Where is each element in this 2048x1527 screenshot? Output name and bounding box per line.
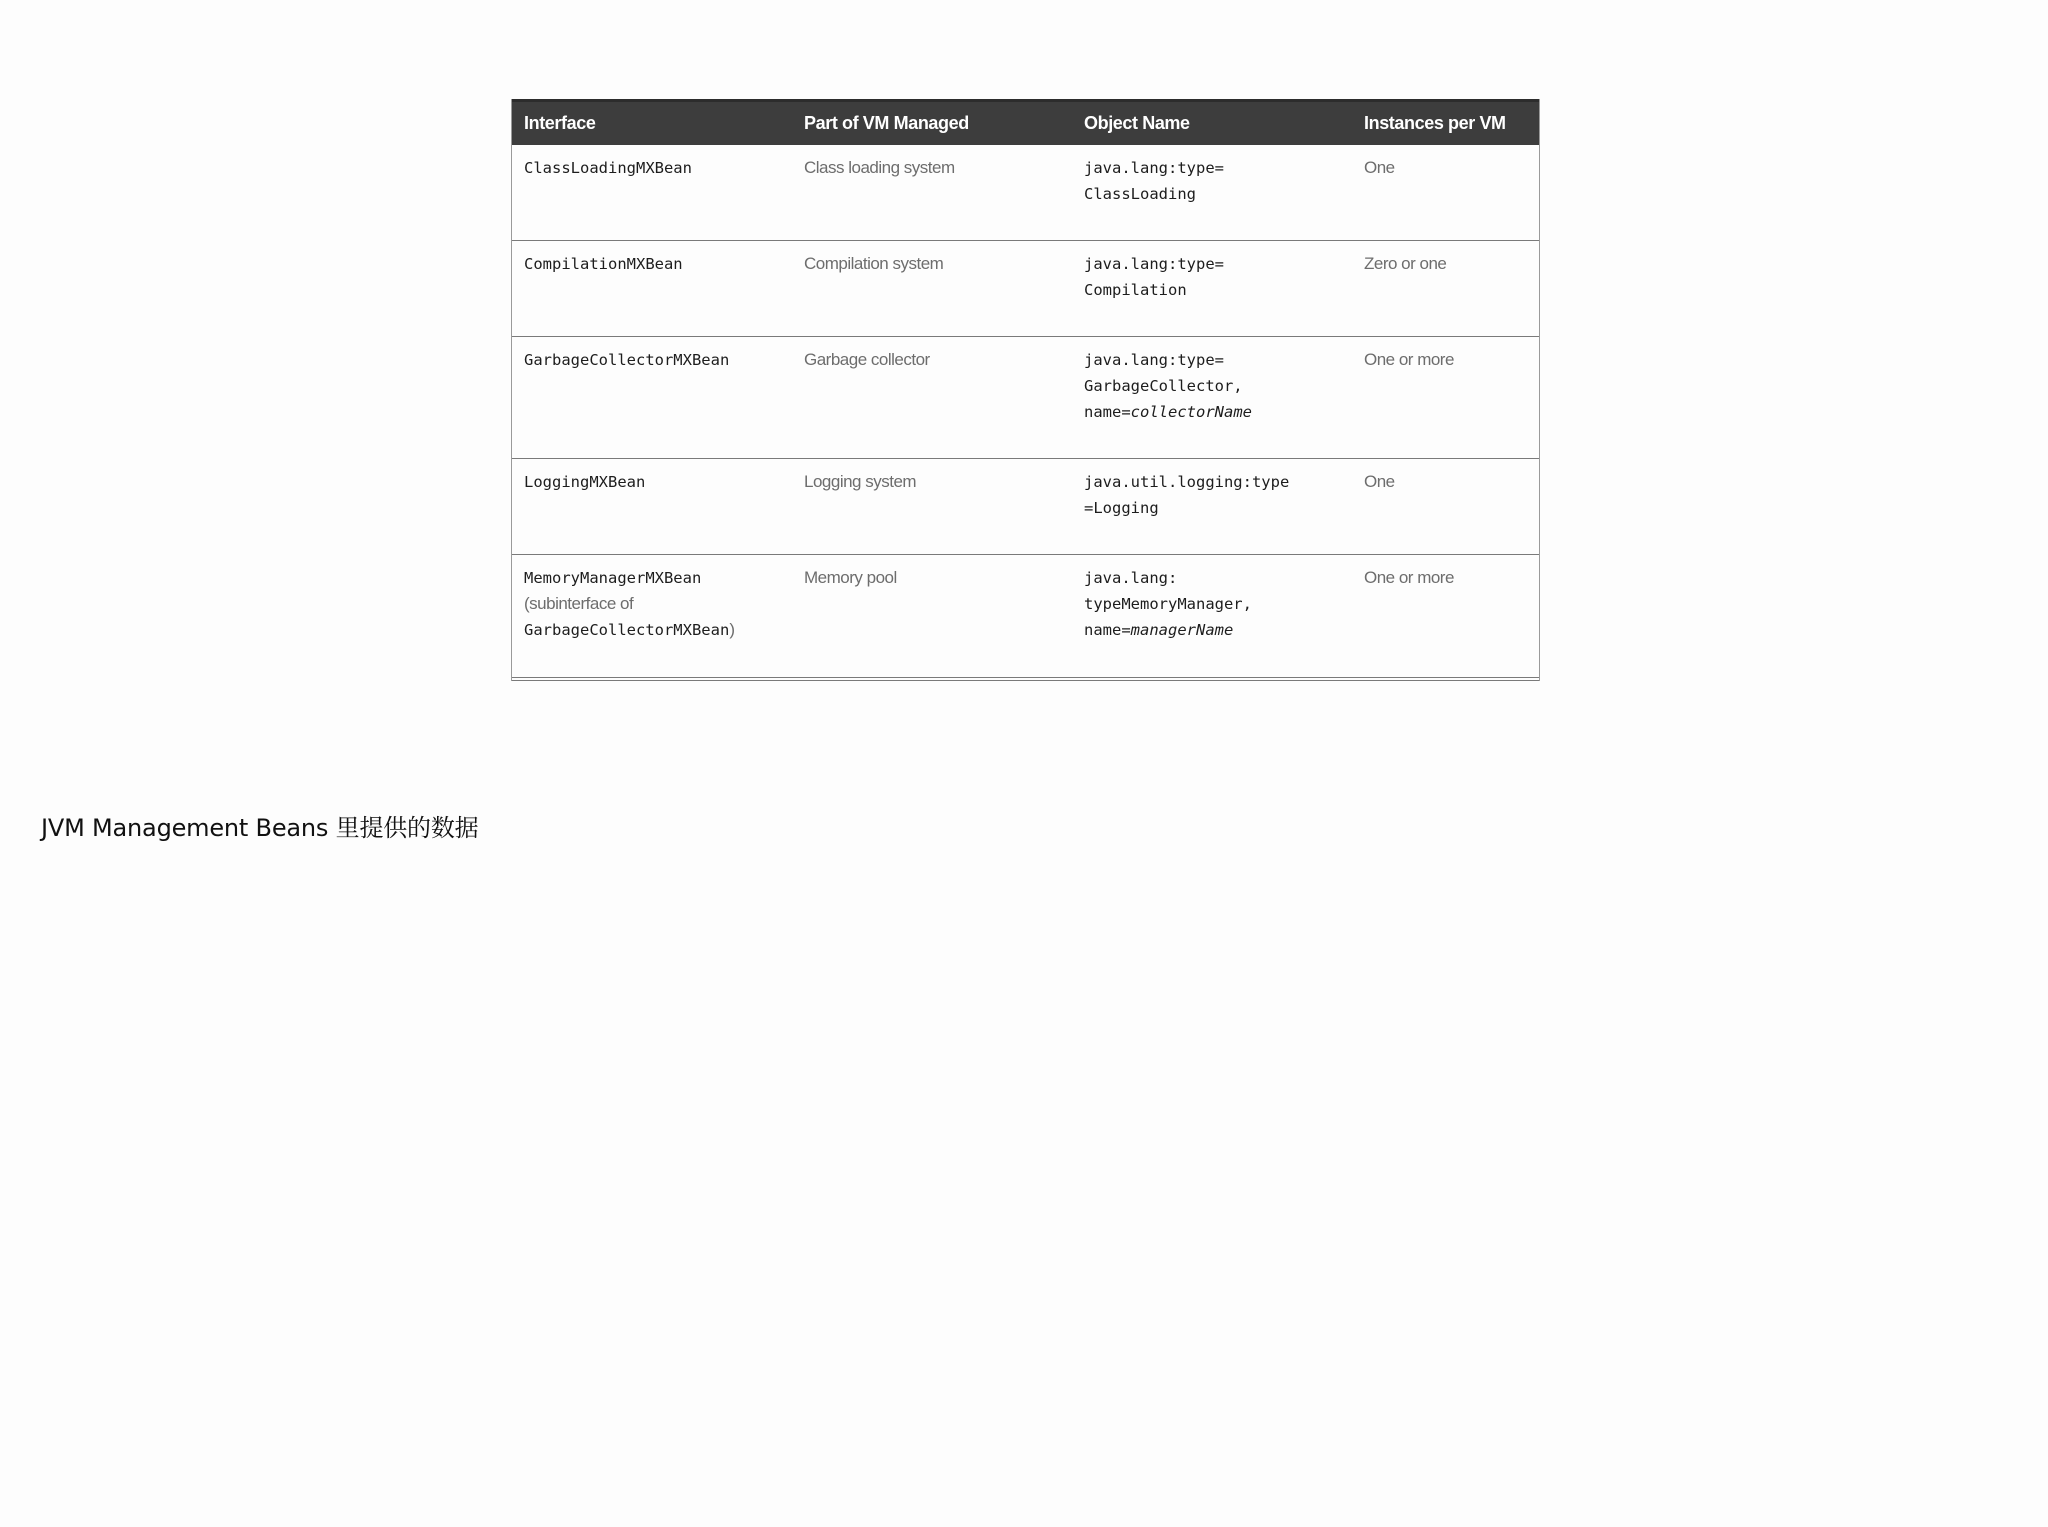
cell-instances [1352,241,1539,337]
object-name-line: java.lang:type= [1084,351,1224,369]
object-name-line: =Logging [1084,499,1159,517]
object-name-line: Compilation [1084,281,1187,299]
interface-note-code: GarbageCollectorMXBean [524,621,730,639]
part-managed: Class loading system [804,157,955,177]
interface-note-close: ) [729,620,735,639]
cell-instances [1352,459,1539,555]
cell-part [792,555,1072,679]
cell-part [792,241,1072,337]
cell-object-name [1072,459,1352,555]
cell-part [792,459,1072,555]
table-row [512,145,1539,241]
cell-interface [512,459,792,555]
cell-instances [1352,145,1539,241]
part-managed: Memory pool [804,568,897,587]
cell-object-name [1072,337,1352,459]
table-body [512,145,1539,679]
object-name-line: GarbageCollector, [1084,377,1243,395]
instances-value: One [1364,157,1395,177]
instances-value: Zero or one [1364,254,1447,273]
cell-instances [1352,337,1539,459]
figure-caption: JVM Management Beans 里提供的数据 [41,814,479,842]
header-instances-per-vm: Instances per VM [1352,101,1539,145]
table-header [512,101,1539,145]
object-name-placeholder: managerName [1130,621,1234,639]
object-name-prefix: name= [1084,403,1131,421]
instances-value: One [1364,472,1395,491]
cell-interface [512,241,792,337]
table-row [512,555,1539,679]
interface-name: ClassLoadingMXBean [524,158,692,177]
part-managed: Compilation system [804,254,944,273]
cell-part [792,337,1072,459]
interface-note: (subinterface of [524,594,634,613]
object-name-placeholder: collectorName [1130,403,1252,421]
object-name-line: java.lang:type= [1084,255,1224,273]
object-name-prefix: name= [1084,621,1131,639]
cell-interface [512,555,792,679]
cell-instances [1352,555,1539,679]
cell-object-name [1072,241,1352,337]
table-row [512,459,1539,555]
interface-name: MemoryManagerMXBean [524,569,702,587]
header-object-name: Object Name [1072,101,1352,145]
object-name-line: java.lang:type= [1084,158,1224,177]
object-name-line: ClassLoading [1084,184,1196,203]
object-name-line: typeMemoryManager, [1084,595,1252,613]
cell-interface [512,337,792,459]
instances-value: One or more [1364,568,1454,587]
interface-note-line [524,617,784,643]
part-managed: Logging system [804,472,917,491]
interface-name: CompilationMXBean [524,255,683,273]
header-part-of-vm-managed: Part of VM Managed [792,101,1072,145]
interface-name: LoggingMXBean [524,473,646,491]
cell-object-name [1072,555,1352,679]
cell-object-name [1072,145,1352,241]
object-name-line: java.lang: [1084,569,1178,587]
part-managed: Garbage collector [804,350,930,369]
object-name-line [1084,399,1344,425]
mxbean-table [512,99,1539,681]
cell-interface [512,145,792,241]
header-row [512,101,1539,145]
mxbean-table-figure [511,99,1540,681]
instances-value: One or more [1364,350,1454,369]
header-interface: Interface [512,101,792,145]
object-name-line [1084,617,1344,643]
interface-name: GarbageCollectorMXBean [524,351,730,369]
table-row [512,241,1539,337]
object-name-line: java.util.logging:type [1084,473,1290,491]
table-row [512,337,1539,459]
cell-part [792,145,1072,241]
